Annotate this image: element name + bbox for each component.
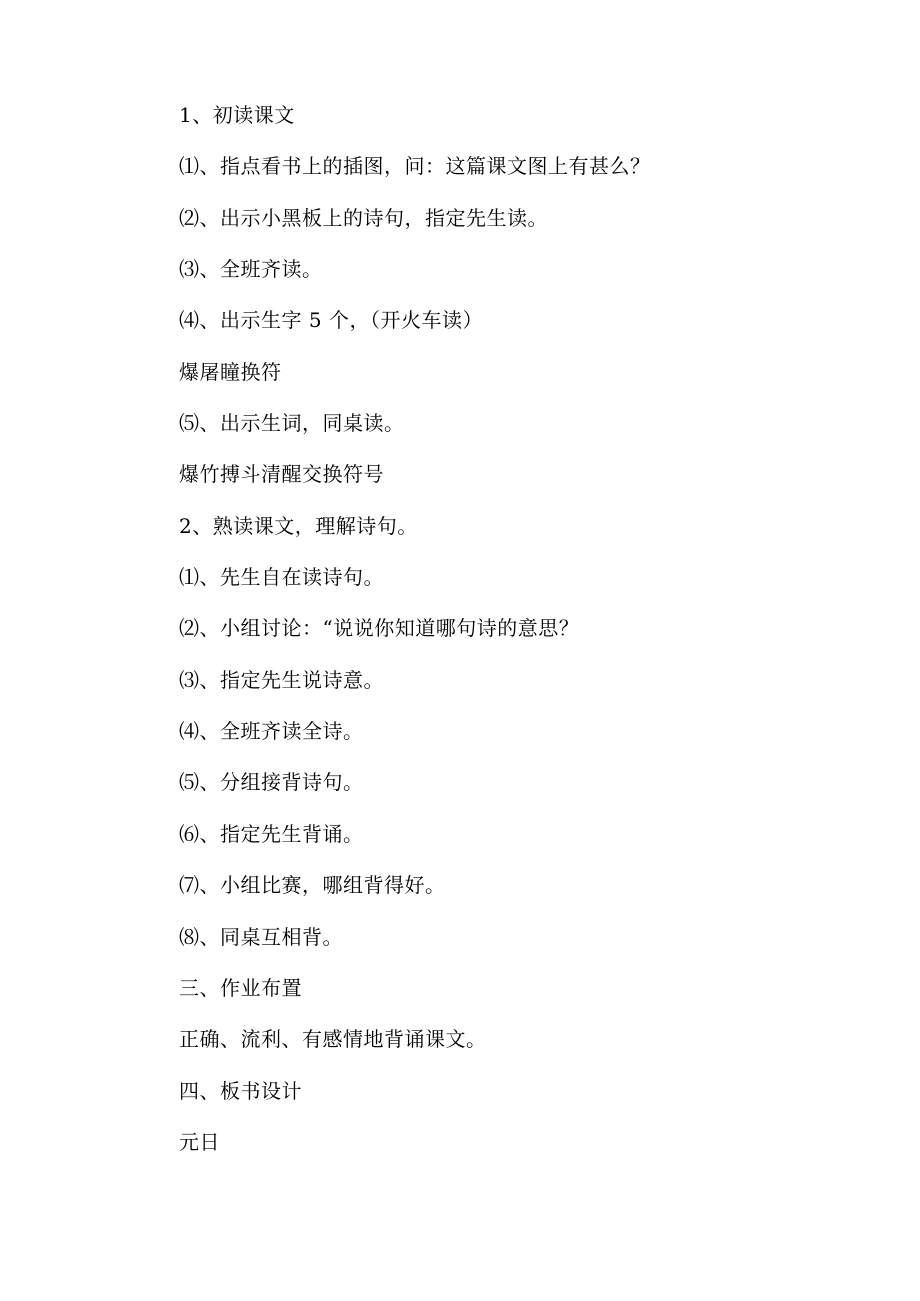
list-item: ⑷、出示生字 5 个，（开火车读） <box>179 308 483 333</box>
list-item: ⑻、同桌互相背。 <box>179 924 343 949</box>
blackboard-title: 元日 <box>179 1129 220 1154</box>
section-heading-homework: 三、作业布置 <box>179 975 302 1000</box>
list-item: ⑶、指定先生说诗意。 <box>179 667 384 692</box>
section-heading-first-reading: 1、初读课文 <box>179 103 295 127</box>
new-words-line: 爆竹搏斗清醒交换符号 <box>179 462 384 487</box>
list-item: ⑸、分组接背诗句。 <box>179 770 364 795</box>
list-item: ⑹、指定先生背诵。 <box>179 821 364 846</box>
list-item: ⑴、先生自在读诗句。 <box>179 565 384 590</box>
document-body <box>179 97 859 1175</box>
list-item: ⑵、出示小黑板上的诗句，指定先生读。 <box>179 205 548 230</box>
list-item: ⑸、出示生词，同桌读。 <box>179 411 405 436</box>
list-item: ⑵、小组讨论：“说说你知道哪句诗的意思？ <box>179 616 580 641</box>
list-item: ⑴、指点看书上的插图，问：这篇课文图上有甚么？ <box>179 154 651 179</box>
section-heading-close-reading: 2、熟读课文，理解诗句。 <box>179 513 418 538</box>
list-item: ⑺、小组比赛，哪组背得好。 <box>179 873 446 898</box>
list-item: ⑶、全班齐读。 <box>179 257 323 282</box>
new-characters-line: 爆屠瞳换符 <box>179 359 282 384</box>
list-item: ⑷、全班齐读全诗。 <box>179 719 364 744</box>
section-heading-blackboard-design: 四、板书设计 <box>179 1078 302 1103</box>
paragraph: 正确、流利、有感情地背诵课文。 <box>179 1027 487 1052</box>
